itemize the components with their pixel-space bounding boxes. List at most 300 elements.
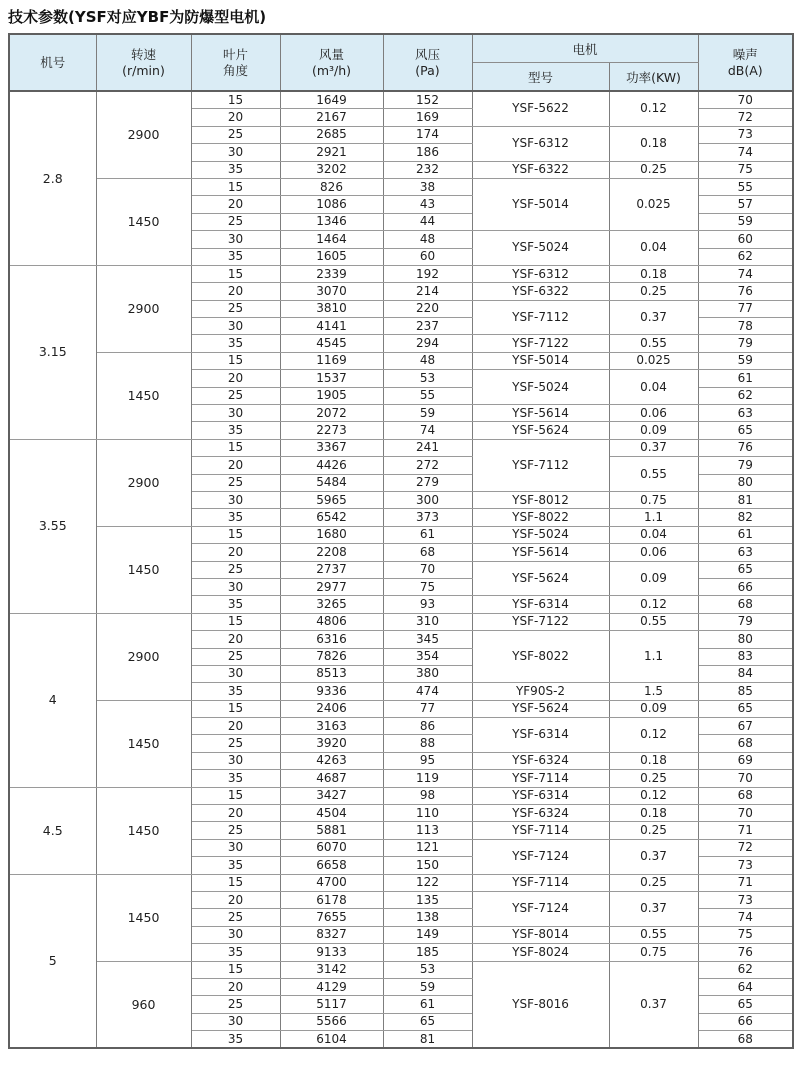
cell-motor-power: 0.04: [609, 231, 698, 266]
table-row: [9, 265, 793, 282]
cell-motor-model: YSF-6314: [472, 596, 609, 613]
cell-motor-power: 0.06: [609, 544, 698, 561]
cell-blade-angle: 25: [191, 474, 280, 491]
cell-air-pressure: 186: [383, 144, 472, 161]
cell-air-volume: 2167: [280, 109, 383, 126]
col-header-machine: [9, 34, 96, 91]
cell-blade-angle: 15: [191, 178, 280, 195]
cell-air-pressure: 149: [383, 926, 472, 943]
cell-noise: 57: [698, 196, 793, 213]
cell-noise: 68: [698, 596, 793, 613]
cell-motor-power: 0.04: [609, 526, 698, 543]
cell-air-pressure: 150: [383, 857, 472, 874]
cell-noise: 65: [698, 422, 793, 439]
cell-air-pressure: 185: [383, 944, 472, 961]
cell-motor-model: YF90S-2: [472, 683, 609, 700]
cell-blade-angle: 20: [191, 978, 280, 995]
cell-noise: 79: [698, 335, 793, 352]
cell-air-pressure: 55: [383, 387, 472, 404]
cell-air-pressure: 113: [383, 822, 472, 839]
cell-noise: 68: [698, 787, 793, 804]
cell-air-volume: 6070: [280, 839, 383, 856]
cell-air-volume: 8327: [280, 926, 383, 943]
cell-air-volume: 1346: [280, 213, 383, 230]
cell-speed: 1450: [96, 352, 191, 439]
cell-blade-angle: 15: [191, 700, 280, 717]
cell-noise: 63: [698, 405, 793, 422]
cell-motor-model: YSF-8022: [472, 631, 609, 683]
cell-air-volume: 4504: [280, 805, 383, 822]
cell-noise: 73: [698, 857, 793, 874]
cell-noise: 70: [698, 770, 793, 787]
cell-motor-power: 0.37: [609, 839, 698, 874]
cell-blade-angle: 25: [191, 126, 280, 143]
col-header-pressure-line2: (Pa): [415, 62, 440, 78]
cell-blade-angle: 15: [191, 787, 280, 804]
page-title: 技术参数(YSF对应YBF为防爆型电机): [8, 8, 267, 26]
cell-air-pressure: 70: [383, 561, 472, 578]
cell-motor-model: YSF-6314: [472, 787, 609, 804]
cell-noise: 72: [698, 109, 793, 126]
cell-motor-power: 1.1: [609, 631, 698, 683]
cell-noise: 61: [698, 526, 793, 543]
col-header-volume-line2: (m³/h): [311, 62, 352, 78]
cell-air-volume: 9336: [280, 683, 383, 700]
cell-motor-power: 0.37: [609, 300, 698, 335]
cell-blade-angle: 25: [191, 387, 280, 404]
cell-motor-model: YSF-6312: [472, 265, 609, 282]
cell-blade-angle: 15: [191, 352, 280, 369]
cell-motor-model: YSF-8024: [472, 944, 609, 961]
table-row: [9, 178, 793, 195]
cell-air-pressure: 48: [383, 231, 472, 248]
cell-noise: 62: [698, 248, 793, 265]
cell-air-volume: 2072: [280, 405, 383, 422]
cell-air-pressure: 354: [383, 648, 472, 665]
cell-air-volume: 1905: [280, 387, 383, 404]
cell-speed: 1450: [96, 178, 191, 265]
cell-noise: 80: [698, 631, 793, 648]
cell-speed: 960: [96, 961, 191, 1048]
cell-blade-angle: 35: [191, 596, 280, 613]
cell-motor-power: 0.25: [609, 822, 698, 839]
cell-air-volume: 2273: [280, 422, 383, 439]
cell-air-volume: 4700: [280, 874, 383, 891]
cell-motor-power: 0.37: [609, 439, 698, 456]
cell-air-volume: 2339: [280, 265, 383, 282]
col-header-speed-line1: 转速: [130, 46, 156, 62]
cell-noise: 72: [698, 839, 793, 856]
cell-air-volume: 3920: [280, 735, 383, 752]
cell-blade-angle: 35: [191, 944, 280, 961]
cell-air-pressure: 345: [383, 631, 472, 648]
cell-motor-power: 0.25: [609, 874, 698, 891]
cell-blade-angle: 20: [191, 805, 280, 822]
cell-motor-power: 0.55: [609, 926, 698, 943]
cell-air-volume: 3367: [280, 439, 383, 456]
cell-noise: 66: [698, 1013, 793, 1030]
cell-motor-model: YSF-8016: [472, 961, 609, 1048]
cell-machine: 2.8: [9, 91, 96, 265]
cell-air-volume: 2737: [280, 561, 383, 578]
cell-motor-model: YSF-5614: [472, 405, 609, 422]
cell-air-volume: 6542: [280, 509, 383, 526]
cell-noise: 70: [698, 91, 793, 109]
cell-noise: 71: [698, 874, 793, 891]
cell-blade-angle: 30: [191, 578, 280, 595]
cell-air-volume: 1086: [280, 196, 383, 213]
cell-noise: 68: [698, 1031, 793, 1049]
cell-noise: 81: [698, 491, 793, 508]
cell-machine: 5: [9, 874, 96, 1048]
table-row: [9, 526, 793, 543]
cell-air-volume: 3142: [280, 961, 383, 978]
cell-air-volume: 9133: [280, 944, 383, 961]
cell-speed: 1450: [96, 526, 191, 613]
cell-motor-power: 0.09: [609, 422, 698, 439]
cell-air-pressure: 152: [383, 91, 472, 109]
cell-motor-model: YSF-7124: [472, 891, 609, 926]
cell-blade-angle: 25: [191, 735, 280, 752]
cell-air-volume: 1464: [280, 231, 383, 248]
cell-noise: 59: [698, 213, 793, 230]
cell-motor-model: YSF-5624: [472, 700, 609, 717]
cell-air-pressure: 380: [383, 665, 472, 682]
col-header-pressure-line1: 风压: [414, 46, 440, 62]
cell-air-pressure: 75: [383, 578, 472, 595]
table-row: [9, 700, 793, 717]
cell-noise: 67: [698, 718, 793, 735]
cell-air-volume: 2406: [280, 700, 383, 717]
cell-speed: 1450: [96, 700, 191, 787]
cell-air-pressure: 174: [383, 126, 472, 143]
cell-motor-power: 0.55: [609, 457, 698, 492]
col-header-machine-label: 机号: [40, 54, 66, 70]
table-row: [9, 874, 793, 891]
col-header-blade-line1: 叶片: [222, 46, 248, 62]
cell-air-volume: 1680: [280, 526, 383, 543]
cell-noise: 79: [698, 457, 793, 474]
cell-blade-angle: 25: [191, 909, 280, 926]
cell-air-pressure: 44: [383, 213, 472, 230]
cell-motor-model: YSF-7124: [472, 839, 609, 874]
cell-air-pressure: 310: [383, 613, 472, 630]
col-header-noise-line1: 噪声: [732, 46, 758, 62]
cell-speed: 2900: [96, 613, 191, 700]
cell-blade-angle: 30: [191, 491, 280, 508]
cell-motor-model: YSF-6322: [472, 161, 609, 178]
cell-blade-angle: 15: [191, 874, 280, 891]
cell-noise: 71: [698, 822, 793, 839]
cell-motor-model: YSF-6324: [472, 805, 609, 822]
cell-speed: 1450: [96, 874, 191, 961]
cell-air-volume: 5881: [280, 822, 383, 839]
cell-blade-angle: 30: [191, 752, 280, 769]
cell-motor-power: 0.12: [609, 596, 698, 613]
cell-noise: 70: [698, 805, 793, 822]
cell-air-volume: 3265: [280, 596, 383, 613]
cell-motor-model: YSF-7122: [472, 335, 609, 352]
cell-air-pressure: 77: [383, 700, 472, 717]
cell-air-pressure: 98: [383, 787, 472, 804]
cell-motor-power: 0.18: [609, 805, 698, 822]
cell-air-pressure: 53: [383, 961, 472, 978]
cell-blade-angle: 35: [191, 248, 280, 265]
cell-air-pressure: 74: [383, 422, 472, 439]
cell-noise: 62: [698, 387, 793, 404]
cell-noise: 61: [698, 370, 793, 387]
cell-noise: 76: [698, 283, 793, 300]
cell-air-pressure: 93: [383, 596, 472, 613]
table-body: [9, 91, 793, 1048]
cell-blade-angle: 30: [191, 1013, 280, 1030]
cell-noise: 55: [698, 178, 793, 195]
cell-air-volume: 4426: [280, 457, 383, 474]
cell-noise: 65: [698, 700, 793, 717]
cell-motor-model: YSF-5024: [472, 370, 609, 405]
cell-air-pressure: 122: [383, 874, 472, 891]
cell-air-volume: 6316: [280, 631, 383, 648]
cell-air-pressure: 237: [383, 318, 472, 335]
cell-motor-power: 0.75: [609, 491, 698, 508]
cell-motor-power: 0.18: [609, 126, 698, 161]
cell-blade-angle: 30: [191, 318, 280, 335]
cell-air-pressure: 65: [383, 1013, 472, 1030]
cell-noise: 66: [698, 578, 793, 595]
cell-noise: 73: [698, 891, 793, 908]
cell-noise: 74: [698, 909, 793, 926]
cell-blade-angle: 20: [191, 196, 280, 213]
cell-motor-power: 0.12: [609, 91, 698, 126]
cell-motor-model: YSF-8014: [472, 926, 609, 943]
cell-air-volume: 2977: [280, 578, 383, 595]
cell-blade-angle: 30: [191, 926, 280, 943]
cell-speed: 2900: [96, 265, 191, 352]
col-header-motor-model: 型号: [472, 63, 609, 92]
cell-air-volume: 826: [280, 178, 383, 195]
cell-noise: 68: [698, 735, 793, 752]
cell-air-pressure: 138: [383, 909, 472, 926]
cell-speed: 2900: [96, 439, 191, 526]
cell-noise: 62: [698, 961, 793, 978]
cell-blade-angle: 35: [191, 857, 280, 874]
col-header-speed: [96, 34, 191, 91]
cell-air-volume: 5566: [280, 1013, 383, 1030]
cell-air-pressure: 300: [383, 491, 472, 508]
cell-air-pressure: 110: [383, 805, 472, 822]
cell-air-pressure: 38: [383, 178, 472, 195]
cell-air-pressure: 373: [383, 509, 472, 526]
cell-motor-model: YSF-7114: [472, 822, 609, 839]
cell-blade-angle: 35: [191, 770, 280, 787]
cell-air-volume: 7826: [280, 648, 383, 665]
table-row: [9, 961, 793, 978]
cell-motor-power: 0.025: [609, 178, 698, 230]
cell-air-volume: 4129: [280, 978, 383, 995]
table-row: [9, 91, 793, 109]
cell-noise: 78: [698, 318, 793, 335]
col-header-volume-line1: 风量: [318, 46, 344, 62]
cell-noise: 59: [698, 352, 793, 369]
table-row: [9, 439, 793, 456]
cell-blade-angle: 15: [191, 613, 280, 630]
cell-blade-angle: 35: [191, 509, 280, 526]
cell-blade-angle: 20: [191, 631, 280, 648]
cell-air-pressure: 272: [383, 457, 472, 474]
cell-blade-angle: 35: [191, 422, 280, 439]
cell-noise: 63: [698, 544, 793, 561]
cell-noise: 65: [698, 561, 793, 578]
cell-motor-model: YSF-8022: [472, 509, 609, 526]
cell-motor-model: YSF-5024: [472, 526, 609, 543]
cell-motor-power: 1.5: [609, 683, 698, 700]
cell-air-pressure: 232: [383, 161, 472, 178]
cell-blade-angle: 20: [191, 457, 280, 474]
cell-air-pressure: 61: [383, 526, 472, 543]
cell-blade-angle: 35: [191, 1031, 280, 1049]
col-header-noise-line2: dB(A): [727, 62, 763, 78]
cell-air-volume: 6658: [280, 857, 383, 874]
cell-air-pressure: 169: [383, 109, 472, 126]
cell-air-pressure: 53: [383, 370, 472, 387]
cell-blade-angle: 20: [191, 718, 280, 735]
table-row: [9, 613, 793, 630]
cell-machine: 3.15: [9, 265, 96, 439]
cell-motor-power: 0.18: [609, 265, 698, 282]
cell-air-pressure: 68: [383, 544, 472, 561]
cell-motor-power: 0.09: [609, 561, 698, 596]
cell-noise: 74: [698, 144, 793, 161]
table-header: [9, 34, 793, 91]
cell-noise: 60: [698, 231, 793, 248]
cell-motor-power: 0.37: [609, 891, 698, 926]
cell-air-pressure: 95: [383, 752, 472, 769]
cell-blade-angle: 35: [191, 683, 280, 700]
cell-motor-model: YSF-5014: [472, 352, 609, 369]
cell-air-volume: 5117: [280, 996, 383, 1013]
cell-motor-power: 1.1: [609, 509, 698, 526]
cell-noise: 69: [698, 752, 793, 769]
cell-air-pressure: 135: [383, 891, 472, 908]
cell-air-volume: 5965: [280, 491, 383, 508]
table-row: [9, 787, 793, 804]
cell-blade-angle: 30: [191, 231, 280, 248]
cell-air-pressure: 81: [383, 1031, 472, 1049]
cell-noise: 64: [698, 978, 793, 995]
cell-noise: 80: [698, 474, 793, 491]
cell-blade-angle: 20: [191, 891, 280, 908]
header-row-1: [9, 34, 793, 63]
cell-air-pressure: 88: [383, 735, 472, 752]
cell-blade-angle: 15: [191, 91, 280, 109]
cell-air-pressure: 474: [383, 683, 472, 700]
cell-air-volume: 1605: [280, 248, 383, 265]
cell-air-volume: 4545: [280, 335, 383, 352]
cell-motor-power: 0.55: [609, 613, 698, 630]
cell-air-volume: 3202: [280, 161, 383, 178]
cell-noise: 73: [698, 126, 793, 143]
cell-air-volume: 7655: [280, 909, 383, 926]
cell-noise: 82: [698, 509, 793, 526]
cell-air-volume: 5484: [280, 474, 383, 491]
cell-noise: 75: [698, 161, 793, 178]
cell-air-pressure: 61: [383, 996, 472, 1013]
cell-air-pressure: 60: [383, 248, 472, 265]
cell-air-pressure: 294: [383, 335, 472, 352]
cell-motor-power: 0.37: [609, 961, 698, 1048]
cell-air-volume: 1169: [280, 352, 383, 369]
cell-air-pressure: 86: [383, 718, 472, 735]
cell-speed: 2900: [96, 91, 191, 178]
cell-air-pressure: 59: [383, 405, 472, 422]
cell-noise: 76: [698, 439, 793, 456]
cell-motor-power: 0.12: [609, 787, 698, 804]
cell-air-volume: 2685: [280, 126, 383, 143]
cell-noise: 65: [698, 996, 793, 1013]
cell-blade-angle: 15: [191, 265, 280, 282]
cell-motor-model: YSF-7112: [472, 439, 609, 491]
cell-motor-model: YSF-7114: [472, 770, 609, 787]
cell-air-volume: 3810: [280, 300, 383, 317]
cell-blade-angle: 25: [191, 213, 280, 230]
cell-air-pressure: 241: [383, 439, 472, 456]
cell-blade-angle: 15: [191, 961, 280, 978]
cell-blade-angle: 25: [191, 996, 280, 1013]
cell-air-volume: 6178: [280, 891, 383, 908]
table-row: [9, 352, 793, 369]
cell-air-pressure: 59: [383, 978, 472, 995]
cell-blade-angle: 30: [191, 665, 280, 682]
cell-air-pressure: 192: [383, 265, 472, 282]
col-header-motor-power: 功率(KW): [609, 63, 698, 92]
cell-air-volume: 1537: [280, 370, 383, 387]
cell-blade-angle: 15: [191, 439, 280, 456]
cell-motor-power: 0.25: [609, 161, 698, 178]
cell-motor-model: YSF-5622: [472, 91, 609, 126]
cell-blade-angle: 35: [191, 161, 280, 178]
cell-air-volume: 3427: [280, 787, 383, 804]
cell-air-pressure: 48: [383, 352, 472, 369]
cell-air-volume: 4141: [280, 318, 383, 335]
cell-speed: 1450: [96, 787, 191, 874]
col-header-noise: [698, 34, 793, 91]
cell-motor-power: 0.025: [609, 352, 698, 369]
cell-blade-angle: 30: [191, 144, 280, 161]
cell-blade-angle: 20: [191, 544, 280, 561]
cell-motor-model: YSF-7112: [472, 300, 609, 335]
cell-motor-model: YSF-5624: [472, 422, 609, 439]
cell-noise: 83: [698, 648, 793, 665]
col-header-blade-angle: [191, 34, 280, 91]
cell-air-volume: 4263: [280, 752, 383, 769]
cell-blade-angle: 30: [191, 405, 280, 422]
cell-motor-model: YSF-6324: [472, 752, 609, 769]
cell-blade-angle: 30: [191, 839, 280, 856]
cell-motor-power: 0.55: [609, 335, 698, 352]
cell-air-pressure: 214: [383, 283, 472, 300]
cell-noise: 75: [698, 926, 793, 943]
cell-machine: 4.5: [9, 787, 96, 874]
cell-air-volume: 4806: [280, 613, 383, 630]
cell-machine: 3.55: [9, 439, 96, 613]
col-header-motor: 电机: [472, 34, 698, 63]
cell-motor-model: YSF-5014: [472, 178, 609, 230]
cell-air-pressure: 121: [383, 839, 472, 856]
cell-noise: 77: [698, 300, 793, 317]
cell-motor-power: 0.12: [609, 718, 698, 753]
cell-air-pressure: 279: [383, 474, 472, 491]
cell-blade-angle: 20: [191, 109, 280, 126]
